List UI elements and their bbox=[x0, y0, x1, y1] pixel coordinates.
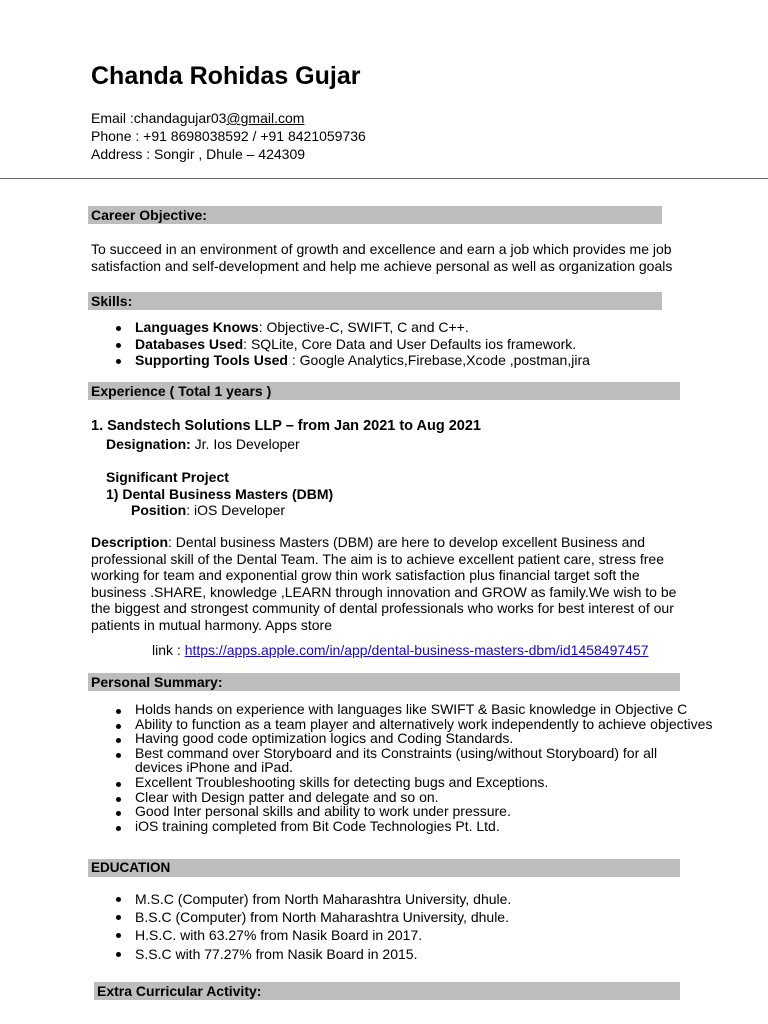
summary-item-continuation bbox=[113, 760, 712, 775]
description-line: working for team and exponential grow thin work satisfaction plus financial target soft the bbox=[91, 567, 640, 583]
skill-item bbox=[113, 319, 590, 336]
email-label: Email :chandagujar03 bbox=[91, 110, 227, 126]
career-line: satisfaction and self-development and help me achieve personal as well as organization goals bbox=[91, 257, 673, 274]
career-line: To succeed in an environment of growth and excellence and earn a job which provides me job bbox=[91, 241, 672, 257]
designation-value: Jr. Ios Developer bbox=[190, 436, 300, 452]
skills-heading: Skills: bbox=[88, 292, 662, 310]
skill-item bbox=[113, 352, 590, 369]
education-item: B.S.C (Computer) from North Maharashtra University, dhule. bbox=[113, 908, 511, 926]
description-line: the biggest and strongest community of dental professionals who works for best interest of our bbox=[91, 600, 674, 616]
skill-label: Databases Used bbox=[135, 335, 244, 352]
summary-continuation-text: devices iPhone and iPad. bbox=[135, 759, 293, 776]
personal-summary-heading: Personal Summary: bbox=[88, 673, 680, 691]
education-item: S.S.C with 77.27% from Nasik Board in 2015. bbox=[113, 945, 511, 963]
summary-item: iOS training completed from Bit Code Technologies Pt. Ltd. bbox=[113, 819, 712, 834]
project-description bbox=[91, 534, 676, 633]
header-divider bbox=[0, 178, 768, 179]
skill-label: Supporting Tools Used bbox=[135, 352, 288, 368]
education-item: M.S.C (Computer) from North Maharashtra University, dhule. bbox=[113, 890, 511, 908]
link-label: link : bbox=[152, 642, 185, 658]
skills-list bbox=[113, 319, 590, 369]
summary-item: Ability to function as a team player and alternatively work independently to achieve objectives bbox=[113, 717, 712, 732]
education-list bbox=[113, 890, 511, 963]
description-line: business .SHARE, knowledge ,LEARN through innovation and GROW as family.We wish to be bbox=[91, 583, 677, 600]
skill-label: Languages Knows bbox=[135, 319, 259, 335]
description-line: patients in mutual harmony. Apps store bbox=[91, 616, 332, 633]
email-domain-link[interactable]: @gmail.com bbox=[226, 110, 305, 126]
career-objective-heading: Career Objective: bbox=[88, 206, 662, 224]
description-line: professional skill of the Dental Team. The aim is to achieve excellent patient care, stress free bbox=[91, 550, 664, 567]
skill-text: : Google Analytics,Firebase,Xcode ,postman,jira bbox=[287, 352, 590, 368]
address-line: Address : Songir , Dhule – 424309 bbox=[91, 146, 306, 162]
email-line bbox=[91, 109, 304, 127]
education-heading: EDUCATION bbox=[88, 859, 680, 877]
summary-item: Good Inter personal skills and ability to work under pressure. bbox=[113, 804, 712, 819]
summary-item: Best command over Storyboard and its Constraints (using/without Storyboard) for all bbox=[113, 746, 712, 761]
summary-item: Clear with Design patter and delegate and so on. bbox=[113, 790, 712, 805]
extra-curricular-heading: Extra Curricular Activity: bbox=[94, 982, 680, 1000]
education-item: H.S.C. with 63.27% from Nasik Board in 2017. bbox=[113, 926, 511, 944]
description-line: : Dental business Masters (DBM) are here to develop excellent Business and bbox=[168, 534, 646, 550]
phone-line: Phone : +91 8698038592 / +91 8421059736 bbox=[91, 128, 366, 144]
position-line bbox=[131, 502, 285, 518]
designation-label: Designation: bbox=[106, 436, 191, 452]
position-value: : iOS Developer bbox=[186, 502, 286, 518]
skill-text: : SQLite, Core Data and User Defaults ios framework. bbox=[243, 335, 577, 352]
project-title: 1) Dental Business Masters (DBM) bbox=[106, 486, 334, 502]
career-objective-text bbox=[91, 241, 672, 274]
candidate-name: Chanda Rohidas Gujar bbox=[91, 62, 361, 90]
summary-list bbox=[113, 702, 712, 833]
position-label: Position bbox=[131, 502, 187, 518]
summary-item: Excellent Troubleshooting skills for detecting bugs and Exceptions. bbox=[113, 775, 712, 790]
description-label: Description bbox=[91, 534, 169, 550]
skill-text: : Objective-C, SWIFT, C and C++. bbox=[258, 319, 469, 335]
designation-line bbox=[106, 436, 300, 452]
app-store-link[interactable]: https://apps.apple.com/in/app/dental-business-masters-dbm/id1458497457 bbox=[184, 642, 649, 658]
skill-item bbox=[113, 336, 590, 353]
experience-heading: Experience ( Total 1 years ) bbox=[88, 382, 680, 400]
significant-project-label: Significant Project bbox=[106, 469, 229, 485]
company-title: 1. Sandstech Solutions LLP – from Jan 2021 to Aug 2021 bbox=[91, 418, 481, 434]
app-store-link-line bbox=[152, 642, 649, 658]
summary-item: Holds hands on experience with languages like SWIFT & Basic knowledge in Objective C bbox=[113, 702, 712, 717]
summary-item: Having good code optimization logics and Coding Standards. bbox=[113, 731, 712, 746]
